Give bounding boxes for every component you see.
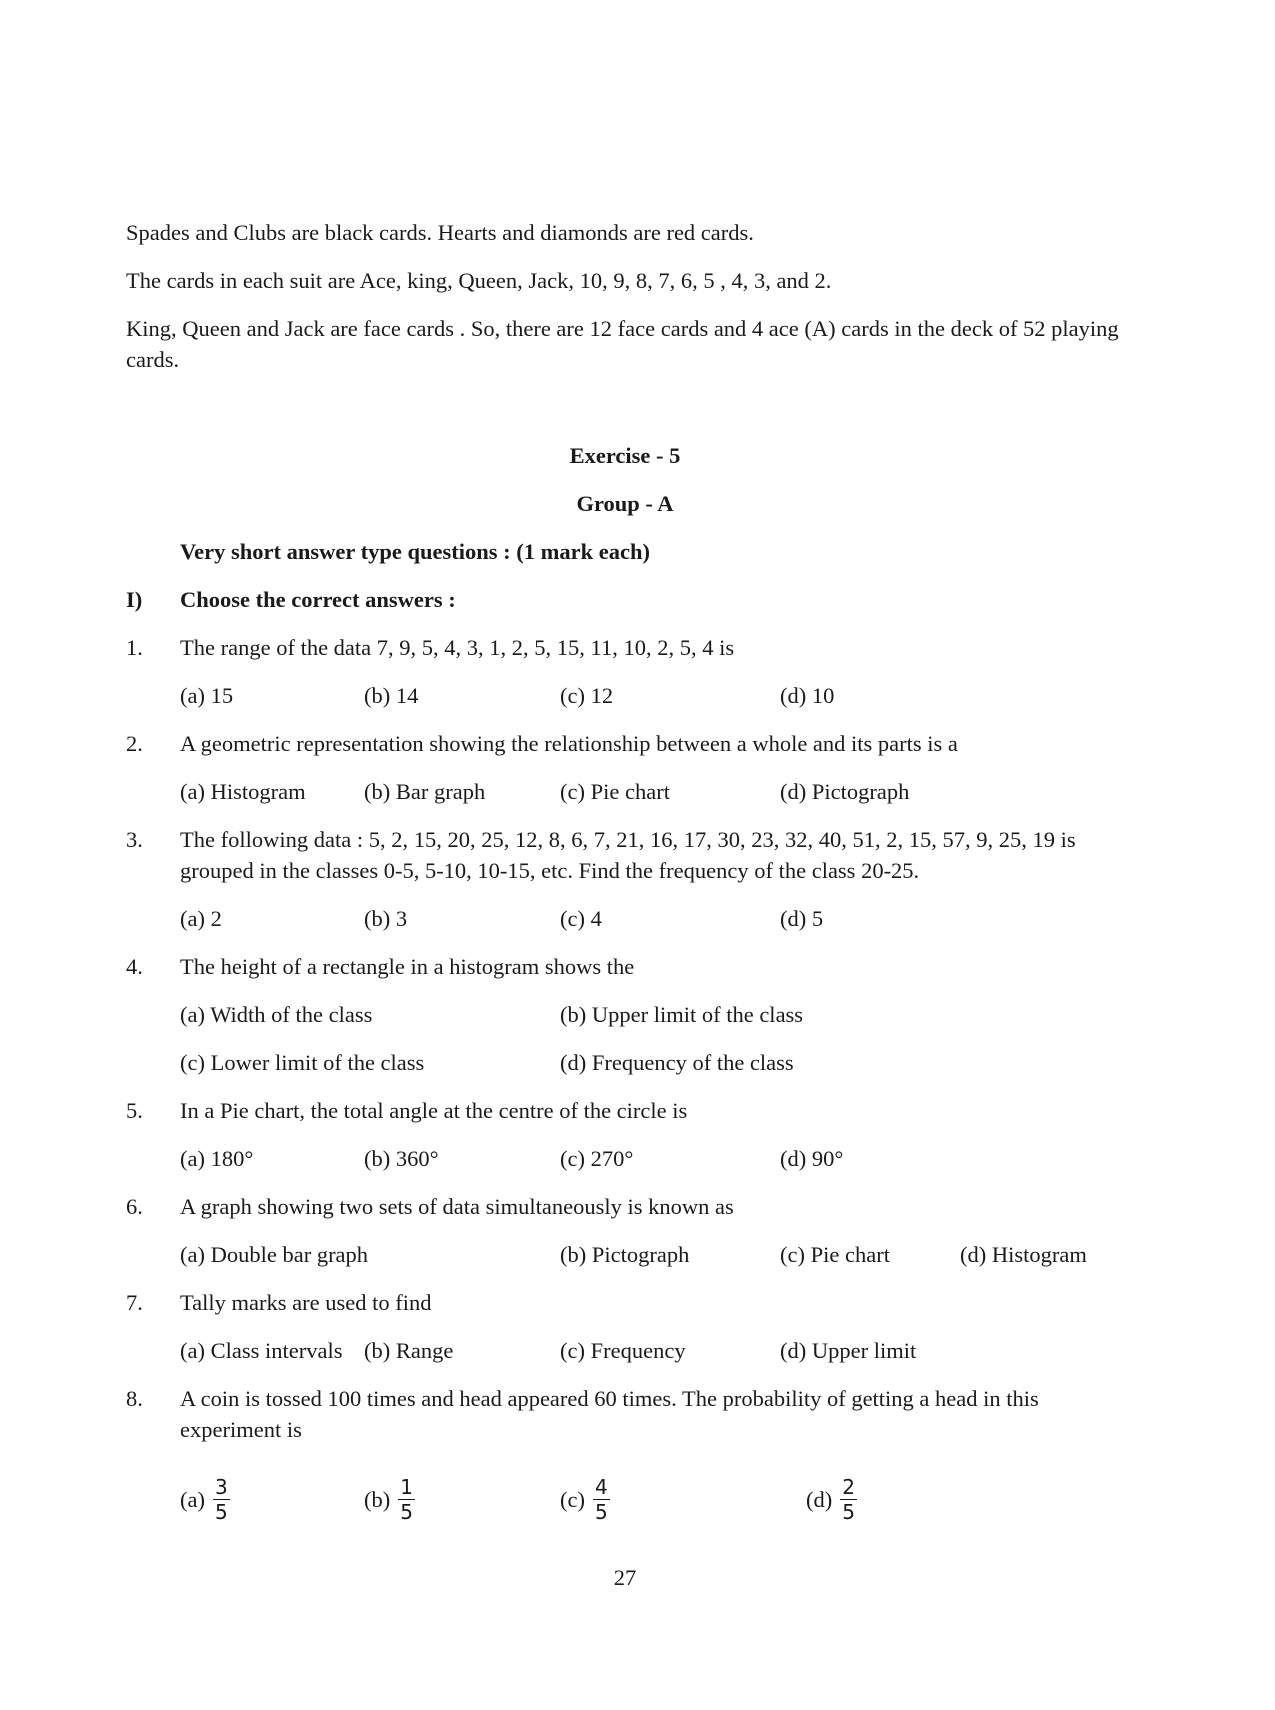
fraction-numerator: 4 (594, 1475, 608, 1499)
fraction (398, 1476, 415, 1523)
option-a: (a) Class intervals (180, 1338, 343, 1363)
option-c: (c) Pie chart (560, 779, 670, 804)
question-number: 6. (126, 1194, 143, 1219)
question-text: In a Pie chart, the total angle at the centre of the circle is (180, 1098, 688, 1123)
question-text: A geometric representation showing the relationship between a whole and its parts is a (180, 731, 958, 756)
option-label: (c) (560, 1487, 585, 1512)
group-title: Group - A (576, 491, 674, 516)
page-number: 27 (613, 1565, 637, 1590)
option-d: (d) Frequency of the class (560, 1050, 794, 1075)
option-b: (b) Range (364, 1338, 454, 1363)
fraction-denominator: 5 (214, 1500, 228, 1524)
fraction-denominator: 5 (400, 1500, 413, 1524)
option-c: (c) 4 (560, 906, 602, 931)
option-b (364, 1476, 415, 1523)
option-a: (a) 15 (180, 683, 234, 708)
part-heading: Choose the correct answers : (180, 587, 456, 612)
option-d: (d) Upper limit (780, 1338, 917, 1363)
option-b: (b) Pictograph (560, 1242, 690, 1267)
question-number: 1. (126, 635, 143, 660)
intro-paragraph-3: King, Queen and Jack are face cards . So, there are 12 face cards and 4 ace (A) cards in the deck of 52 playing cards. (126, 316, 1119, 372)
fraction (213, 1476, 230, 1523)
option-c: (c) 12 (560, 683, 614, 708)
fraction-numerator: 2 (842, 1475, 855, 1499)
option-d (806, 1476, 857, 1523)
option-d: (d) Pictograph (780, 779, 910, 804)
question-text: The range of the data 7, 9, 5, 4, 3, 1, 2, 5, 15, 11, 10, 2, 5, 4 is (180, 635, 735, 660)
option-b: (b) Bar graph (364, 779, 486, 804)
question-number: 3. (126, 827, 143, 852)
option-b: (b) 3 (364, 906, 408, 931)
option-c: (c) Frequency (560, 1338, 686, 1363)
option-c: (c) Pie chart (780, 1242, 890, 1267)
question-number: 7. (126, 1290, 143, 1315)
option-b: (b) 360° (364, 1146, 439, 1171)
option-b: (b) 14 (364, 683, 419, 708)
option-c (560, 1476, 610, 1523)
intro-paragraph-1: Spades and Clubs are black cards. Hearts and diamonds are red cards. (126, 220, 754, 245)
option-d: (d) Histogram (960, 1242, 1087, 1267)
option-a: (a) Double bar graph (180, 1242, 369, 1267)
question-number: 5. (126, 1098, 143, 1123)
fraction-denominator: 5 (842, 1500, 855, 1524)
option-a: (a) 180° (180, 1146, 254, 1171)
fraction-numerator: 3 (214, 1475, 228, 1499)
option-d: (d) 5 (780, 906, 824, 931)
option-a: (a) 2 (180, 906, 222, 931)
question-text: The following data : 5, 2, 15, 20, 25, 12, 8, 6, 7, 21, 16, 17, 30, 23, 32, 40, 51, 2, 15, 57, 9, 25, 19 is grouped in the classes 0-5, 5-10, 10-15, etc. Find the frequency of the class 20-25. (180, 827, 1076, 883)
option-d: (d) 10 (780, 683, 835, 708)
option-c: (c) Lower limit of the class (180, 1050, 425, 1075)
question-text: A coin is tossed 100 times and head appeared 60 times. The probability of getting a head in this experiment is (180, 1386, 1039, 1442)
question-number: 2. (126, 731, 143, 756)
part-numeral: I) (126, 587, 143, 612)
option-b: (b) Upper limit of the class (560, 1002, 804, 1027)
intro-paragraph-2: The cards in each suit are Ace, king, Queen, Jack, 10, 9, 8, 7, 6, 5 , 4, 3, and 2. (126, 268, 832, 293)
option-c: (c) 270° (560, 1146, 634, 1171)
fraction (840, 1476, 857, 1523)
question-text: The height of a rectangle in a histogram shows the (180, 954, 635, 979)
option-label: (a) (180, 1487, 205, 1512)
option-label: (d) (806, 1487, 833, 1512)
fraction (593, 1476, 610, 1523)
option-d: (d) 90° (780, 1146, 844, 1171)
option-a: (a) Width of the class (180, 1002, 373, 1027)
option-label: (b) (364, 1487, 391, 1512)
option-a (180, 1476, 230, 1523)
question-text: Tally marks are used to find (180, 1290, 432, 1315)
question-number: 4. (126, 954, 143, 979)
section-heading: Very short answer type questions : (1 mark each) (180, 539, 650, 564)
question-number: 8. (126, 1386, 143, 1411)
fraction-denominator: 5 (594, 1500, 608, 1524)
option-a: (a) Histogram (180, 779, 306, 804)
exercise-title: Exercise - 5 (569, 443, 681, 468)
question-text: A graph showing two sets of data simultaneously is known as (180, 1194, 734, 1219)
fraction-numerator: 1 (400, 1475, 413, 1499)
